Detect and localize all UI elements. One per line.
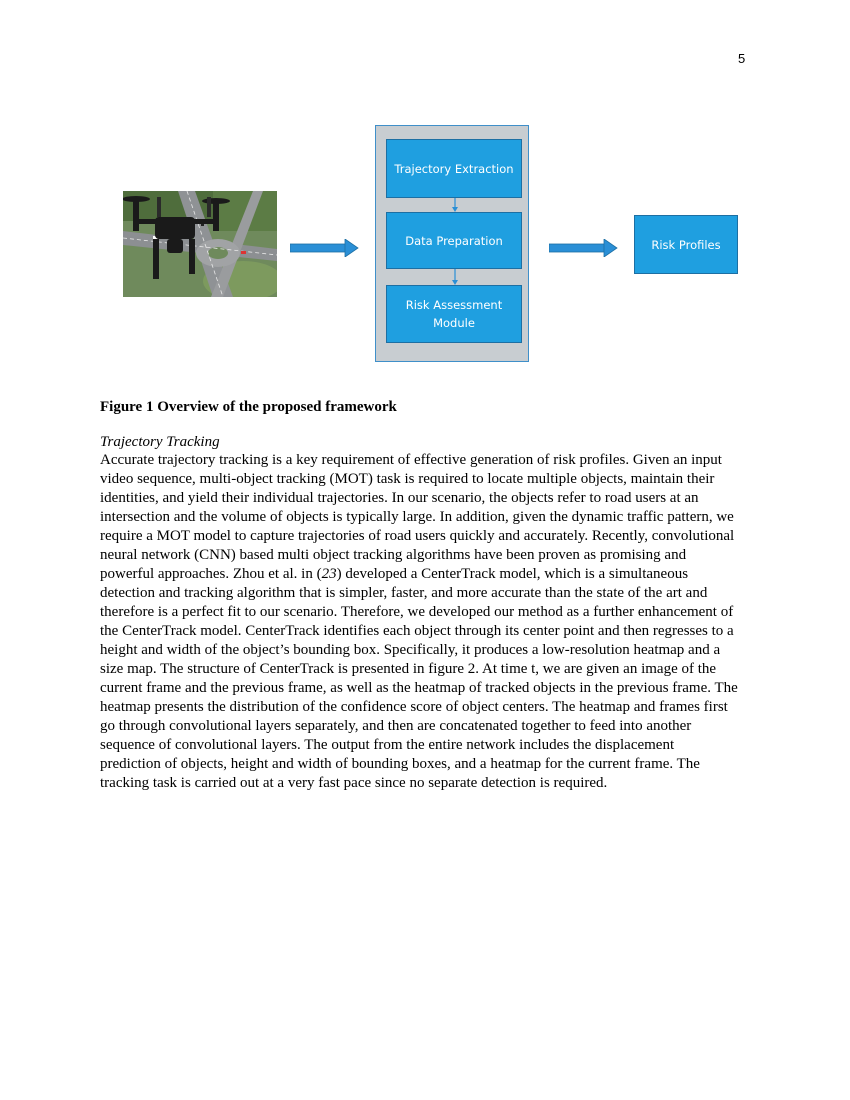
arrow-to-risk-profiles [549, 239, 619, 257]
body-line: video sequence, multi-object tracking (MOT) task is required to locate multiple objects, maintain their [100, 471, 715, 487]
body-line: intersection and the volume of objects is typically large. In addition, given the dynamic traffic pattern, we [100, 509, 734, 525]
citation-number: 23 [321, 566, 337, 582]
body-line-part: powerful approaches. Zhou et al. in ( [100, 566, 322, 582]
risk-profiles-box [634, 215, 738, 274]
body-line [100, 565, 760, 584]
body-line: neural network (CNN) based multi object tracking algorithms have been proven as promising and [100, 547, 687, 563]
data-preparation-label: Data Preparation [405, 233, 503, 248]
body-line: go through convolutional layers separately, and then are concatenated together to feed into another [100, 718, 692, 734]
body-line: tracking task is carried out at a very fast pace since no separate detection is required. [100, 775, 608, 791]
risk-assessment-label [406, 296, 502, 332]
body-line: the CenterTrack model. CenterTrack identifies each object through its center point and then regresses to a [100, 623, 734, 639]
section-body [100, 451, 760, 793]
body-line: require a MOT model to capture trajectories of road users quickly and accurately. Recently, convolutional [100, 528, 735, 544]
body-line: Accurate trajectory tracking is a key requirement of effective generation of risk profiles. Given an input [100, 452, 722, 468]
trajectory-extraction-label: Trajectory Extraction [394, 161, 514, 176]
body-line: identities, and yield their individual trajectories. In our scenario, the objects refer to road users at an [100, 490, 699, 506]
body-line: size map. The structure of CenterTrack is presented in figure 2. At time t, we are given an image of the [100, 661, 717, 677]
data-preparation-box [386, 212, 522, 269]
body-line: heatmap presents the distribution of the confidence score of object centers. The heatmap and frames first [100, 699, 728, 715]
body-line: sequence of convolutional layers. The output from the entire network includes the displacement [100, 737, 675, 753]
framework-figure [0, 0, 850, 380]
arrow-to-framework [290, 239, 360, 257]
figure-caption: Figure 1 Overview of the proposed framework [100, 399, 397, 415]
body-line: therefore is a perfect fit to our scenario. Therefore, we developed our method as a further enhancement of [100, 604, 734, 620]
body-line: detection and tracking algorithm that is simpler, faster, and more accurate than the state of the art and [100, 585, 708, 601]
body-line: current frame and the previous frame, as well as the heatmap of tracked objects in the previous frame. The [100, 680, 738, 696]
connector-arrow-2 [451, 269, 459, 285]
drone-intersection-photo [123, 191, 277, 297]
section-heading: Trajectory Tracking [100, 434, 220, 450]
connector-arrow-1 [451, 198, 459, 212]
body-line: height and width of the object’s bounding box. Specifically, it produces a low-resolution heatmap and a [100, 642, 721, 658]
risk-assessment-label-line2: Module [433, 316, 475, 330]
risk-assessment-module-box [386, 285, 522, 343]
page-number: 5 [738, 51, 746, 66]
trajectory-extraction-box [386, 139, 522, 198]
body-line-part: ) developed a CenterTrack model, which is a simultaneous [336, 566, 689, 582]
risk-profiles-label: Risk Profiles [651, 237, 721, 252]
body-line: prediction of objects, height and width of bounding boxes, and a heatmap for the current frame. The [100, 756, 700, 772]
risk-assessment-label-line1: Risk Assessment [405, 298, 503, 312]
